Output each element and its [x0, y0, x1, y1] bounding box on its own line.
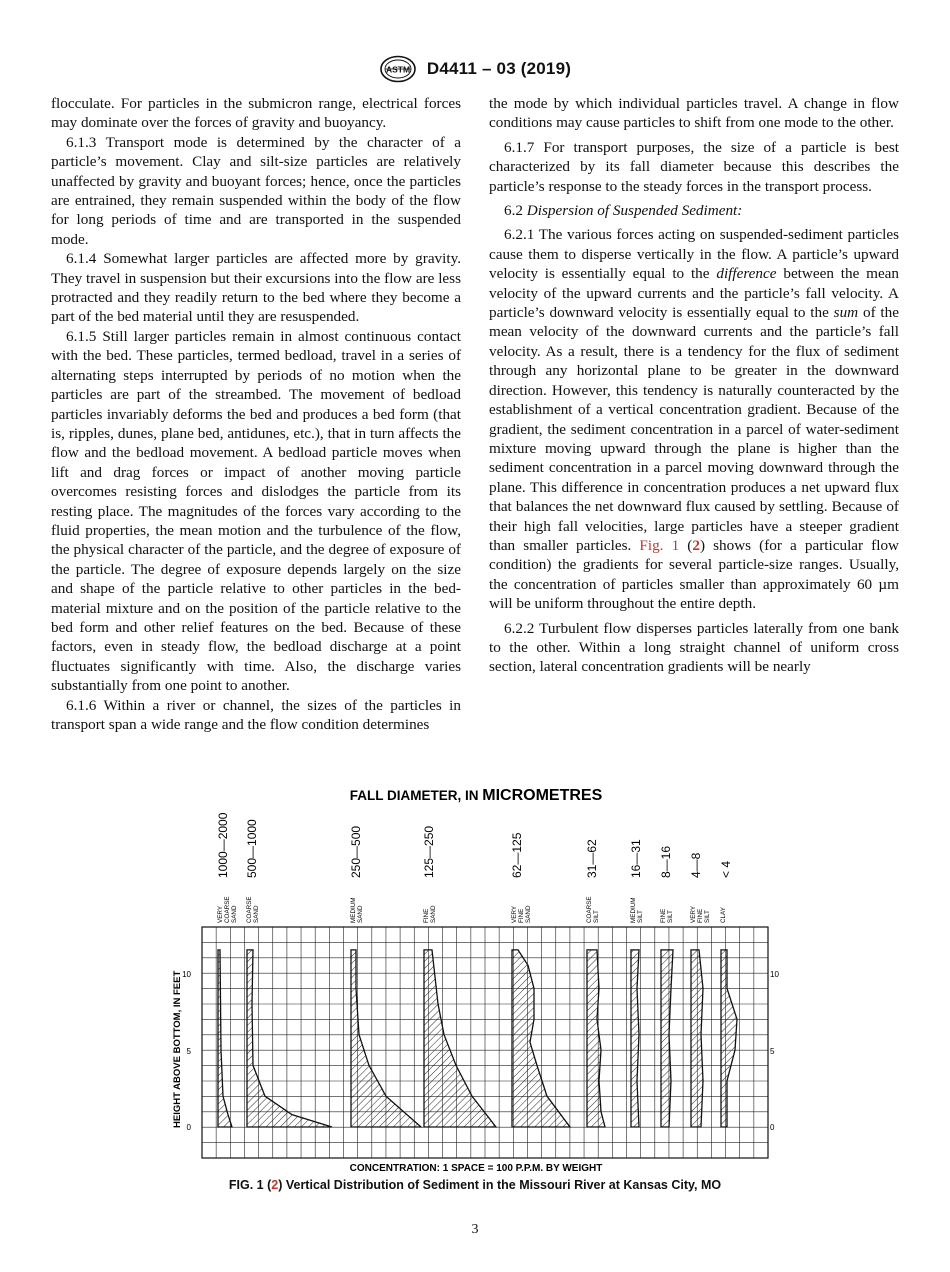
profile-1	[218, 950, 232, 1127]
paragraph-6-2-1	[489, 225, 899, 613]
page-number: 3	[471, 1222, 479, 1237]
class-label: MEDIUM	[630, 897, 637, 923]
paragraph-6-1-7: 6.1.7 For transport purposes, the size of a particle is best characterized by its fall diameter because this describes the particle’s response to the steady forces in the transport process.	[489, 138, 899, 195]
y-tick-5-left: 5	[186, 1047, 191, 1056]
size-range-label: 62—125	[510, 832, 524, 878]
class-label: SILT	[704, 910, 711, 923]
size-range-label: 500—1000	[245, 819, 259, 878]
class-label: COARSE	[224, 896, 231, 923]
text-run: between the mean velocity of the upward currents and the particle’s fall velocity. A particle’s downward velocity is essentially equal to the	[489, 265, 900, 322]
y-tick-10-right: 10	[770, 970, 779, 979]
class-label: FINE	[697, 908, 704, 923]
size-range-label: 1000—2000	[216, 812, 230, 878]
right-column	[489, 94, 899, 677]
size-range-labels	[216, 812, 733, 878]
left-column	[51, 94, 461, 734]
size-range-label: 8—16	[659, 845, 673, 878]
size-range-label: 4—8	[689, 852, 703, 878]
class-label: SILT	[667, 910, 674, 923]
class-label: SAND	[357, 905, 364, 923]
class-label: COARSE	[586, 896, 593, 923]
profile-7	[631, 950, 639, 1127]
paragraph-6-1-4: 6.1.4 Somewhat larger particles are affected more by gravity. They travel in suspension but their excursions into the flow are less protracted and they readily return to the bed where they become a part of the bed material until they are resuspended.	[51, 250, 461, 326]
page-header	[0, 52, 950, 86]
document-id: D4411 – 03 (2019)	[426, 59, 572, 78]
class-label: VERY	[217, 905, 224, 923]
logo-text: ASTM	[385, 64, 410, 75]
figure-link[interactable]: Fig. 1	[639, 536, 680, 554]
size-range-label: 16—31	[629, 839, 643, 878]
concentration-profiles	[218, 950, 737, 1127]
paragraph-6-1-3: 6.1.3 Transport mode is determined by the character of a particle’s movement. Clay and silt-size particles are relatively unaffected by gravity and buoyant forces; hence, once the particles are entrained, they remain suspended within the body of the flow for long periods of time and are transported in the suspended mode.	[51, 133, 461, 248]
class-label: SILT	[593, 910, 600, 923]
figure-title-part: FALL DIAMETER, IN	[349, 788, 483, 803]
class-label: SAND	[231, 905, 238, 923]
y-tick-0-right: 0	[770, 1123, 775, 1132]
paren: )	[699, 536, 705, 554]
paren: (	[687, 536, 693, 554]
figure-title-unit: MICROMETRES	[482, 787, 603, 804]
sediment-distribution-figure	[160, 780, 790, 1180]
paragraph-6-2-2: 6.2.2 Turbulent flow disperses particles laterally from one bank to the other. Within a long straight channel of uniform cross section, lateral concentration gradients will be nearly	[489, 619, 899, 676]
paragraph-6-1-6: 6.1.6 Within a river or channel, the sizes of the particles in transport span a wide range and the flow condition determines	[51, 696, 461, 733]
text-run: of the mean velocity of the downward currents and the particle’s fall velocity. As a result, there is a tendency for the flux of sediment through any horizontal plane to be greater in the downward direction. However, this tendency is naturally counteracted by the establishment of a vertical concentration gradient. Because of the gradient, the sediment concentration in a parcel of water-sediment mixture moving upward through the plane is higher than the sediment concentration in a parcel moving downward through the plane. This difference in concentration produces a net upward flux that balances the net downward flux caused by settling. Because of their high fall velocities, large particles have a steeper gradient than smaller particles.	[489, 304, 899, 554]
text-run: shows (for a particular flow condition) the gradients for several particle-size ranges. Usually, the concentration of particles smaller than approximately 60 µm will be uniform throughout the entire depth.	[489, 536, 900, 613]
y-tick-10-left: 10	[182, 970, 191, 979]
text-run: 6.2.1 The various forces acting on suspended-sediment particles cause them to disperse vertically in the flow. A particle’s upward velocity is essentially equal to the	[489, 226, 899, 283]
section-number: 6.2	[504, 202, 523, 220]
y-axis-label: HEIGHT ABOVE BOTTOM, IN FEET	[172, 970, 183, 1128]
y-tick-5-right: 5	[770, 1047, 775, 1056]
class-label: SAND	[253, 905, 260, 923]
class-label: SAND	[525, 905, 532, 923]
class-labels	[217, 896, 727, 923]
paragraph-continuation: flocculate. For particles in the submicron range, electrical forces may dominate over the forces of gravity and buoyancy.	[51, 95, 461, 132]
x-axis-label: CONCENTRATION: 1 SPACE = 100 P.P.M. BY WEIGHT	[349, 1163, 603, 1174]
caption-reference-link[interactable]: 2	[271, 1178, 279, 1192]
profile-8	[661, 950, 673, 1127]
profile-2	[247, 950, 332, 1127]
class-label: SILT	[637, 910, 644, 923]
figure-1	[160, 780, 790, 1180]
size-range-label: 31—62	[585, 839, 599, 878]
size-range-label: < 4	[719, 860, 733, 878]
class-label: VERY	[511, 905, 518, 923]
astm-logo	[379, 55, 417, 83]
class-label: FINE	[423, 908, 430, 923]
class-label: COARSE	[246, 896, 253, 923]
class-label: FINE	[660, 908, 667, 923]
profile-10	[721, 950, 737, 1127]
section-title: Dispersion of Suspended Sediment:	[526, 202, 743, 220]
emphasis-sum: sum	[833, 304, 859, 322]
class-label: FINE	[518, 908, 525, 923]
profile-5	[512, 950, 570, 1127]
class-label: VERY	[690, 905, 697, 923]
profile-9	[691, 950, 703, 1127]
figure-caption	[0, 1178, 950, 1192]
y-tick-0-left: 0	[186, 1123, 191, 1132]
caption-part: ) Vertical Distribution of Sediment in the Missouri River at Kansas City, MO	[278, 1178, 722, 1192]
class-label: SAND	[430, 905, 437, 923]
section-heading-6-2	[489, 201, 899, 220]
figure-title	[350, 787, 603, 804]
caption-part: FIG. 1 (	[228, 1178, 272, 1192]
class-label: CLAY	[720, 907, 727, 923]
emphasis-difference: difference	[716, 265, 777, 283]
profile-6	[587, 950, 605, 1127]
size-range-label: 250—500	[349, 825, 363, 878]
size-range-label: 125—250	[422, 825, 436, 878]
class-label: MEDIUM	[350, 897, 357, 923]
paragraph-6-1-5: 6.1.5 Still larger particles remain in almost continuous contact with the bed. These particles, termed bedload, travel in a series of alternating steps interrupted by periods of no motion when the particles are part of the streambed. The movement of bedload particles invariably deforms the bed and produces a bed form (that is, ripples, dunes, plane bed, antidunes, etc.), that in turn affects the flow and the bedload movement. A bedload particle moves when lift and drag forces or impact of another moving particle overcomes resisting forces and dislodges the particle from its resting place. The magnitudes of the forces vary according to the fluid properties, the mean motion and the turbulence of the flow, the physical character of the particle, and the degree of exposure of the particle. The degree of exposure depends largely on the size and shape of the particle relative to other particles in the bed-material mixture and on the position of the particle relative to the bed form and other relief features on the bed. Because of these factors, even in steady flow, the bedload discharge at a point fluctuates significantly with time. Also, the discharge varies substantially from one point to another.	[51, 327, 461, 695]
paragraph-continuation-right: the mode by which individual particles travel. A change in flow conditions may cause particles to shift from one mode to the other.	[489, 95, 899, 132]
reference-link[interactable]: 2	[692, 536, 700, 554]
